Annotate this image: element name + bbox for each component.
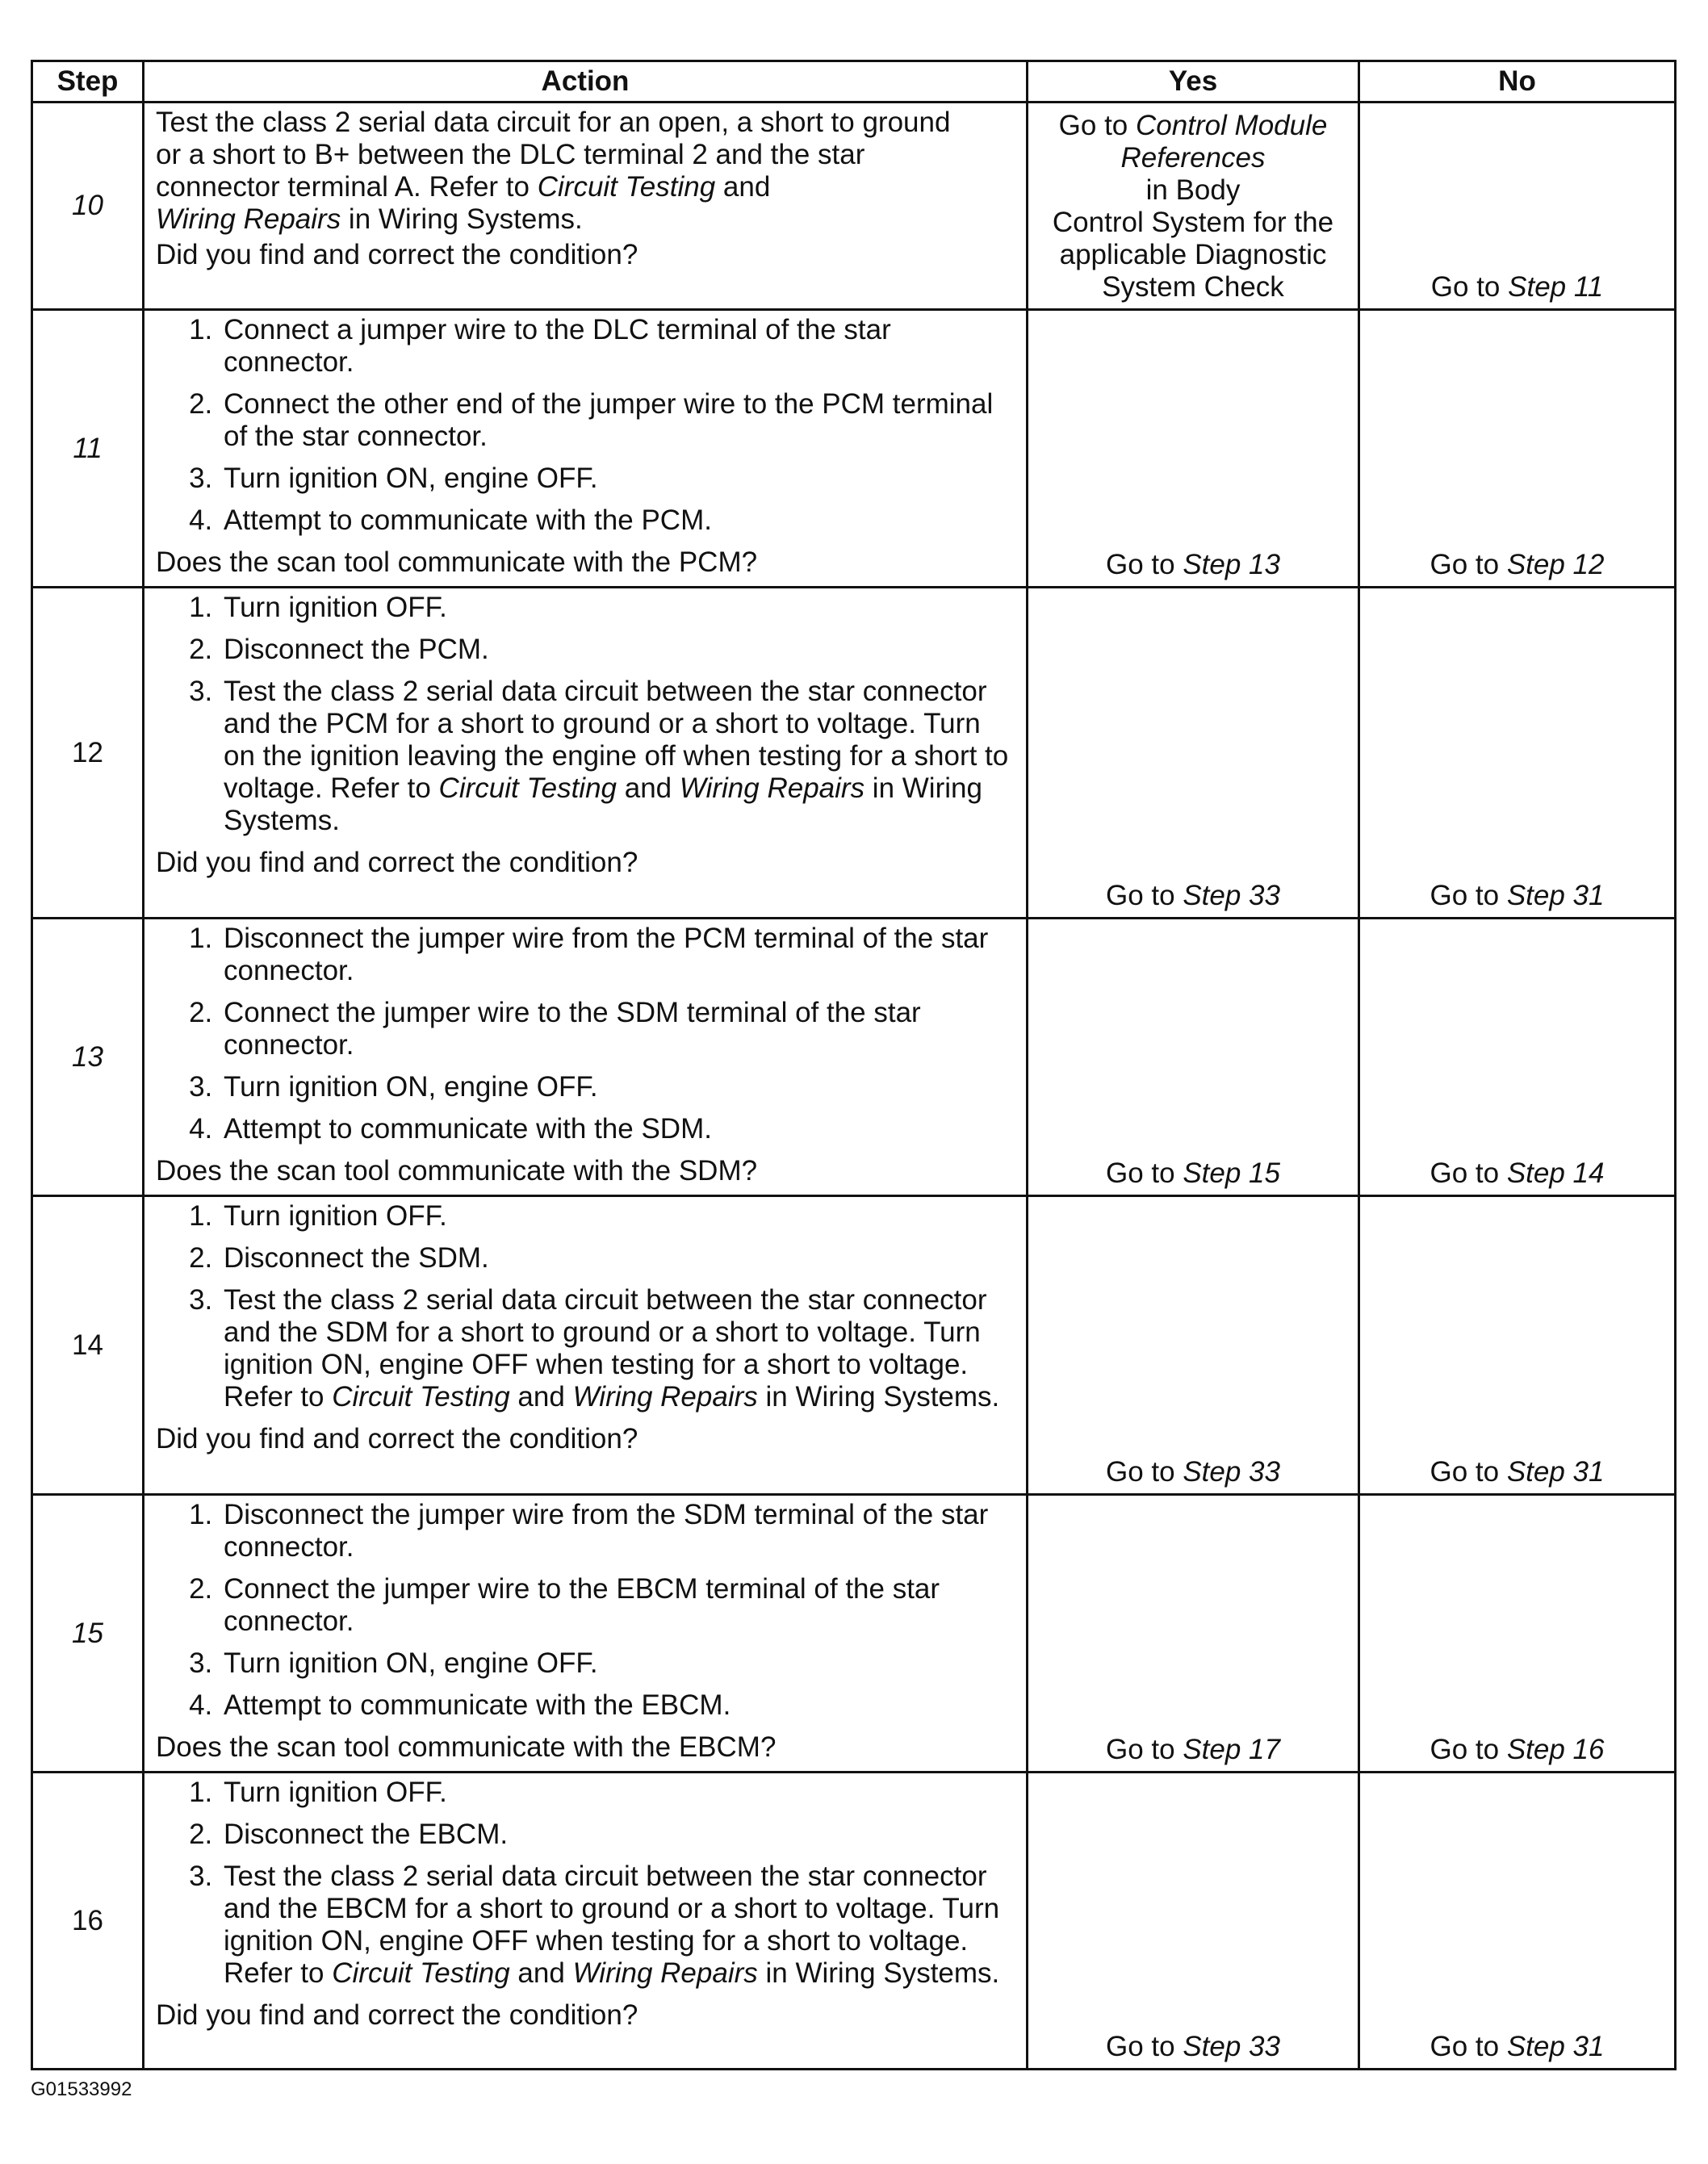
- yes-cell: Go to Step 17: [1028, 1495, 1359, 1773]
- yes-cell: [1028, 103, 1359, 310]
- action-cell: [144, 310, 1028, 588]
- action-step: 3. Test the class 2 serial data circuit between the star connector and the EBCM for a short to ground or a short to voltage. Turn ignition ON, engine OFF when testing for a short to voltage. Refer to Circuit Testing and Wiring Repairs in Wiring Systems.: [220, 1861, 1015, 1990]
- action-steps-list: [156, 1200, 1015, 1413]
- action-question: Did you find and correct the condition?: [156, 1999, 638, 2031]
- action-cell: [144, 919, 1028, 1196]
- action-step: 3. Test the class 2 serial data circuit between the star connector and the PCM for a short to ground or a short to voltage. Turn on the ignition leaving the engine off when testing for a short to voltage. Refer to Circuit Testing and Wiring Repairs in Wiring Systems.: [220, 676, 1015, 837]
- header-action: Action: [144, 61, 1028, 103]
- header-no: No: [1359, 61, 1676, 103]
- action-step: 3. Test the class 2 serial data circuit between the star connector and the SDM for a short to ground or a short to voltage. Turn ignition ON, engine OFF when testing for a short to voltage. Refer to Circuit Testing and Wiring Repairs in Wiring Systems.: [220, 1284, 1015, 1413]
- yes-line: Control System for the: [1052, 207, 1334, 238]
- yes-line: System Check: [1102, 271, 1284, 303]
- action-step: 2. Disconnect the SDM.: [220, 1242, 1015, 1275]
- figure-code: G01533992: [31, 2078, 132, 2100]
- action-step: 1. Connect a jumper wire to the DLC terminal of the star connector.: [220, 314, 1015, 379]
- action-line: connector terminal A. Refer to Circuit Testing and: [156, 171, 771, 203]
- action-question: Does the scan tool communicate with the EBCM?: [156, 1731, 777, 1763]
- action-cell: [144, 1773, 1028, 2070]
- action-step: 2. Disconnect the EBCM.: [220, 1819, 1015, 1851]
- no-cell: Go to Step 16: [1359, 1495, 1676, 1773]
- action-step: 4. Attempt to communicate with the PCM.: [220, 504, 1015, 537]
- action-step: 3. Turn ignition ON, engine OFF.: [220, 1071, 1015, 1103]
- action-steps-list: [156, 1777, 1015, 1990]
- table-row-step-16: [32, 1773, 1676, 2070]
- action-step: 1. Turn ignition OFF.: [220, 1200, 1015, 1233]
- step-number: 12: [32, 588, 144, 919]
- table-row-step-14: [32, 1196, 1676, 1495]
- no-cell: Go to Step 14: [1359, 919, 1676, 1196]
- action-cell: [144, 588, 1028, 919]
- action-cell: [144, 1196, 1028, 1495]
- step-number: 15: [32, 1495, 144, 1773]
- no-cell: Go to Step 31: [1359, 588, 1676, 919]
- step-number: 11: [32, 310, 144, 588]
- action-cell: [144, 1495, 1028, 1773]
- action-line: Wiring Repairs in Wiring Systems.: [156, 203, 583, 235]
- action-line: or a short to B+ between the DLC terminal 2 and the star: [156, 139, 865, 170]
- table-row-step-13: [32, 919, 1676, 1196]
- yes-cell: Go to Step 33: [1028, 1196, 1359, 1495]
- yes-cell: Go to Step 33: [1028, 1773, 1359, 2070]
- yes-line: Go to Control Module: [1058, 110, 1328, 141]
- yes-line: References: [1120, 142, 1266, 174]
- header-step: Step: [32, 61, 144, 103]
- table-row-step-11: [32, 310, 1676, 588]
- yes-line: applicable Diagnostic: [1059, 239, 1327, 270]
- action-step: 3. Turn ignition ON, engine OFF.: [220, 1647, 1015, 1680]
- no-cell: Go to Step 31: [1359, 1196, 1676, 1495]
- action-step: 1. Disconnect the jumper wire from the SDM terminal of the star connector.: [220, 1499, 1015, 1563]
- action-step: 2. Disconnect the PCM.: [220, 634, 1015, 666]
- header-yes: Yes: [1028, 61, 1359, 103]
- action-step: 1. Turn ignition OFF.: [220, 592, 1015, 624]
- action-question: Does the scan tool communicate with the SDM?: [156, 1155, 758, 1187]
- yes-cell: Go to Step 15: [1028, 919, 1359, 1196]
- diagnostic-table: [31, 60, 1677, 2070]
- table-row-step-12: [32, 588, 1676, 919]
- action-steps-list: [156, 592, 1015, 837]
- step-number: 10: [32, 103, 144, 310]
- action-question: Did you find and correct the condition?: [156, 847, 638, 878]
- action-steps-list: [156, 1499, 1015, 1722]
- action-step: 2. Connect the jumper wire to the EBCM terminal of the star connector.: [220, 1573, 1015, 1638]
- action-line: Test the class 2 serial data circuit for an open, a short to ground: [156, 107, 951, 138]
- action-step: 1. Turn ignition OFF.: [220, 1777, 1015, 1809]
- no-cell: Go to Step 31: [1359, 1773, 1676, 2070]
- yes-cell: Go to Step 33: [1028, 588, 1359, 919]
- action-step: 2. Connect the other end of the jumper wire to the PCM terminal of the star connector.: [220, 388, 1015, 453]
- action-question: Does the scan tool communicate with the PCM?: [156, 546, 758, 578]
- action-question: Did you find and correct the condition?: [156, 1423, 638, 1455]
- action-step: 4. Attempt to communicate with the SDM.: [220, 1113, 1015, 1145]
- action-question: Did you find and correct the condition?: [156, 239, 638, 270]
- table-header-row: [32, 61, 1676, 103]
- step-number: 16: [32, 1773, 144, 2070]
- step-number: 14: [32, 1196, 144, 1495]
- no-cell: Go to Step 11: [1359, 103, 1676, 310]
- action-step: 4. Attempt to communicate with the EBCM.: [220, 1689, 1015, 1722]
- action-cell: [144, 103, 1028, 310]
- action-steps-list: [156, 314, 1015, 537]
- diagnostic-table-sheet: [31, 60, 1677, 2070]
- yes-cell: Go to Step 13: [1028, 310, 1359, 588]
- table-row-step-15: [32, 1495, 1676, 1773]
- action-step: 2. Connect the jumper wire to the SDM terminal of the star connector.: [220, 997, 1015, 1061]
- step-number: 13: [32, 919, 144, 1196]
- yes-line: in Body: [1145, 174, 1241, 206]
- action-step: 1. Disconnect the jumper wire from the PCM terminal of the star connector.: [220, 923, 1015, 987]
- action-step: 3. Turn ignition ON, engine OFF.: [220, 463, 1015, 495]
- no-cell: Go to Step 12: [1359, 310, 1676, 588]
- action-steps-list: [156, 923, 1015, 1145]
- table-row-step-10: [32, 103, 1676, 310]
